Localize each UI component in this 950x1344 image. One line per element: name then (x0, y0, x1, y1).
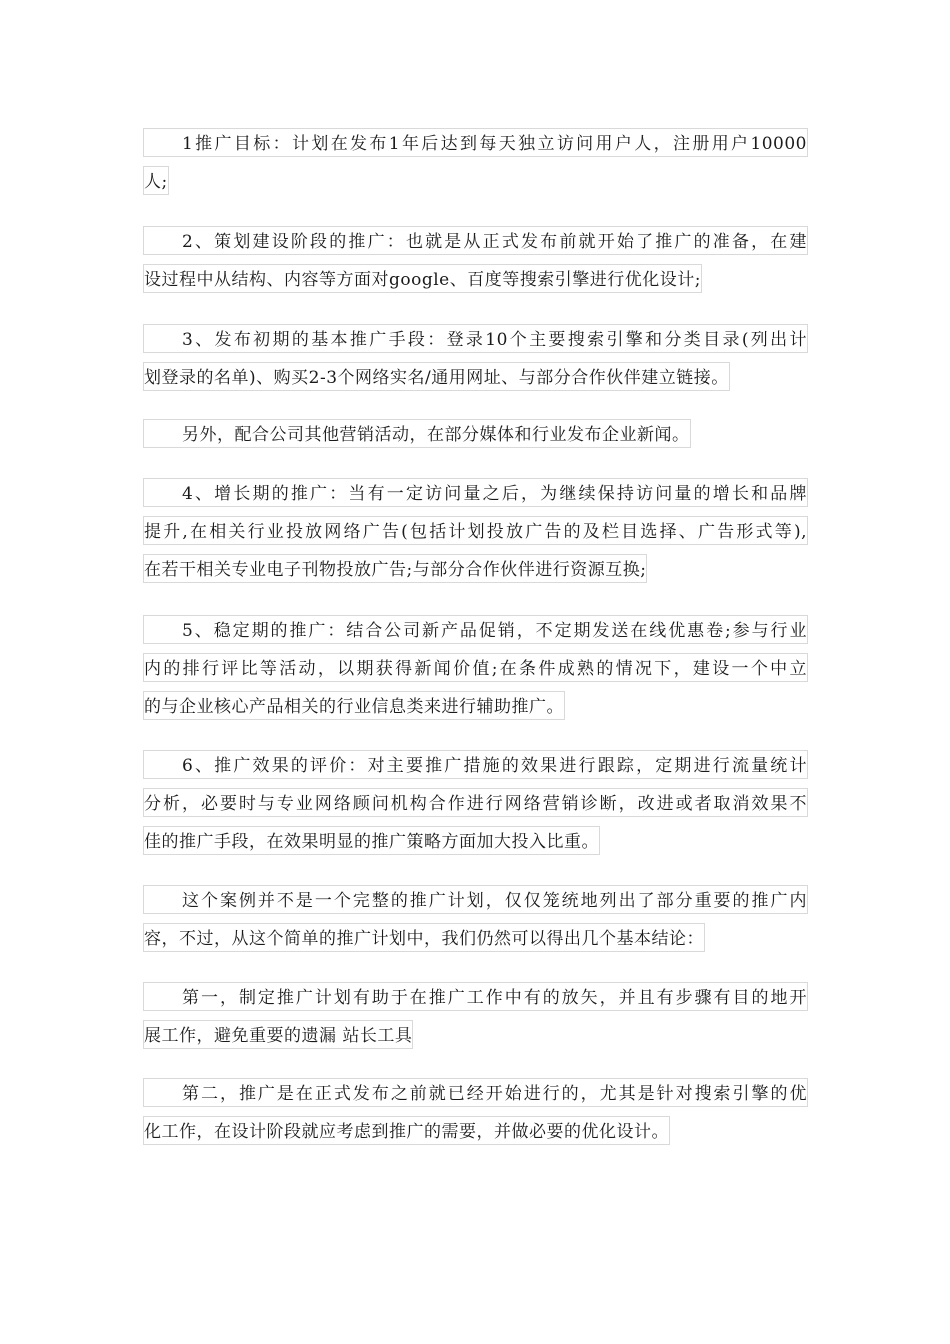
paragraph-launch-stage (143, 320, 808, 396)
text-line: 另外，配合公司其他营销活动，在部分媒体和行业发布企业新闻。 (143, 415, 808, 453)
text-line: 提升,在相关行业投放网络广告(包括计划投放广告的及栏目选择、广告形式等), (143, 512, 808, 550)
paragraph-goal (143, 124, 808, 200)
text-line: 3、发布初期的基本推广手段：登录10个主要搜索引擎和分类目录(列出计 (143, 320, 808, 358)
text-line: 内的排行评比等活动，以期获得新闻价值;在条件成熟的情况下，建设一个中立 (143, 649, 808, 687)
text-line: 展工作，避免重要的遗漏 站长工具 (143, 1016, 808, 1054)
paragraph-conclusion-first (143, 978, 808, 1054)
text-line: 第一，制定推广计划有助于在推广工作中有的放矢，并且有步骤有目的地开 (143, 978, 808, 1016)
text-line: 设过程中从结构、内容等方面对google、百度等搜索引擎进行优化设计; (143, 260, 808, 298)
text-line: 6、推广效果的评价：对主要推广措施的效果进行跟踪，定期进行流量统计 (143, 746, 808, 784)
paragraph-planning-stage (143, 222, 808, 298)
text-line: 2、策划建设阶段的推广：也就是从正式发布前就开始了推广的准备，在建 (143, 222, 808, 260)
text-line: 分析，必要时与专业网络顾问机构合作进行网络营销诊断，改进或者取消效果不 (143, 784, 808, 822)
paragraph-case-summary (143, 881, 808, 957)
text-line: 化工作，在设计阶段就应考虑到推广的需要，并做必要的优化设计。 (143, 1112, 808, 1150)
text-line: 佳的推广手段，在效果明显的推广策略方面加大投入比重。 (143, 822, 808, 860)
paragraph-growth-stage (143, 474, 808, 588)
text-line: 1推广目标：计划在发布1年后达到每天独立访问用户人，注册用户10000 (143, 124, 808, 162)
text-line: 这个案例并不是一个完整的推广计划，仅仅笼统地列出了部分重要的推广内 (143, 881, 808, 919)
text-line: 容，不过，从这个简单的推广计划中，我们仍然可以得出几个基本结论： (143, 919, 808, 957)
text-line: 4、增长期的推广：当有一定访问量之后，为继续保持访问量的增长和品牌 (143, 474, 808, 512)
text-line: 5、稳定期的推广：结合公司新产品促销，不定期发送在线优惠卷;参与行业 (143, 611, 808, 649)
paragraph-other-marketing (143, 415, 808, 453)
text-line: 的与企业核心产品相关的行业信息类来进行辅助推广。 (143, 687, 808, 725)
text-line: 人; (143, 162, 808, 200)
paragraph-evaluation (143, 746, 808, 860)
text-line: 在若干相关专业电子刊物投放广告;与部分合作伙伴进行资源互换; (143, 550, 808, 588)
text-line: 第二，推广是在正式发布之前就已经开始进行的，尤其是针对搜索引擎的优 (143, 1074, 808, 1112)
text-line: 划登录的名单)、购买2-3个网络实名/通用网址、与部分合作伙伴建立链接。 (143, 358, 808, 396)
paragraph-stable-stage (143, 611, 808, 725)
paragraph-conclusion-second (143, 1074, 808, 1150)
